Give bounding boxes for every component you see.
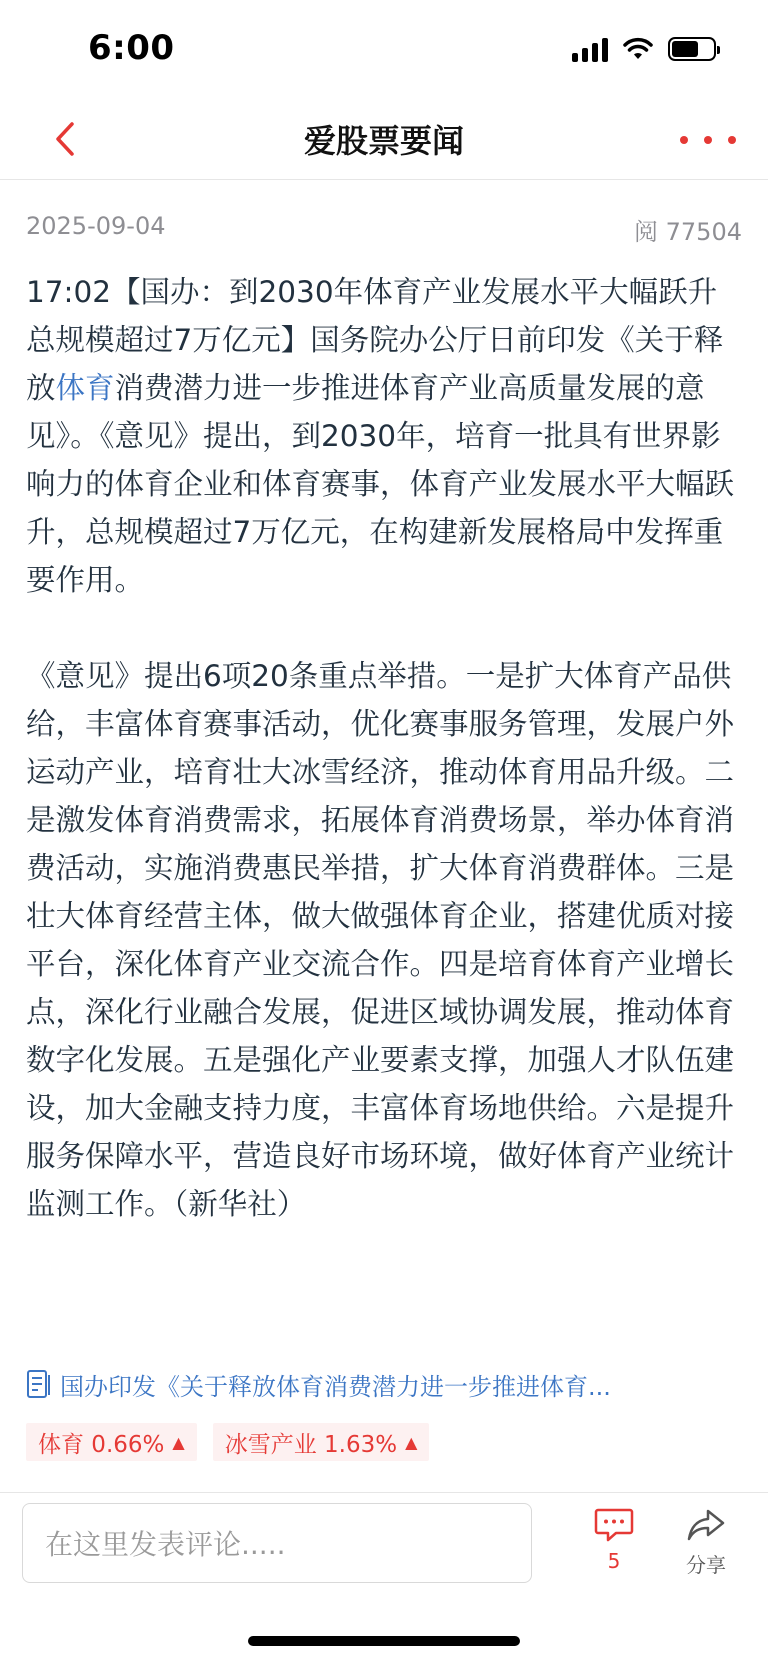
share-button[interactable] xyxy=(678,1507,734,1587)
up-arrow-icon: ▲ xyxy=(172,1432,185,1452)
more-button[interactable] xyxy=(680,120,736,160)
comment-bubble-icon xyxy=(594,1507,634,1543)
battery-icon xyxy=(668,37,716,61)
nav-bar xyxy=(0,100,768,180)
article-paragraph-1: 17:02【国办：到2030年体育产业发展水平大幅跃升 总规模超过7万亿元】国务院办公厅日前印发《关于释放体育消费潜力进一步推进体育产业高质量发展的意见》。《意见》提出，到2030年，培育一批具有世界影响力的体育企业和体育赛事，体育产业发展水平大幅跃升，总规模超过7万亿元，在构建新发展格局中发挥重要作用。 xyxy=(26,275,747,597)
status-icons xyxy=(572,36,716,62)
more-dots-icon xyxy=(680,136,688,144)
share-label: 分享 xyxy=(686,1553,726,1577)
comment-count: 5 xyxy=(607,1549,621,1573)
up-arrow-icon: ▲ xyxy=(405,1432,418,1452)
page-title: 爱股票要闻 xyxy=(303,122,464,160)
related-article-title: 国办印发《关于释放体育消费潜力进一步推进体育... xyxy=(60,1372,611,1401)
article-body xyxy=(26,268,747,1228)
read-count: 阅 77504 xyxy=(634,218,742,246)
comments-button[interactable] xyxy=(588,1507,640,1587)
related-article-link[interactable] xyxy=(26,1366,742,1402)
document-icon xyxy=(26,1369,52,1399)
sector-tags xyxy=(26,1423,429,1461)
sector-tag[interactable]: 体育 0.66% ▲ xyxy=(26,1423,197,1461)
comment-placeholder: 在这里发表评论..... xyxy=(45,1528,286,1561)
bottom-bar xyxy=(0,1492,768,1592)
article-date: 2025-09-04 xyxy=(26,212,166,240)
article-paragraph-2: 《意见》提出6项20条重点举措。一是扩大体育产品供给，丰富体育赛事活动，优化赛事服务管理，发展户外运动产业，培育壮大冰雪经济，推动体育用品升级。二是激发体育消费需求，拓展体育消费场景，举办体育消费活动，实施消费惠民举措，扩大体育消费群体。三是壮大体育经营主体，做大做强体育企业，搭建优质对接平台，深化体育产业交流合作。四是培育体育产业增长点，深化行业融合发展，促进区域协调发展，推动体育数字化发展。五是强化产业要素支撑，加强人才队伍建设，加大金融支持力度，丰富体育场地供给。六是提升服务保障水平，营造良好市场环境，做好体育产业统计监测工作。（新华社） xyxy=(26,659,735,1221)
comment-input[interactable] xyxy=(22,1503,532,1583)
article-meta xyxy=(26,212,742,248)
sector-tag[interactable]: 冰雪产业 1.63% ▲ xyxy=(213,1423,430,1461)
home-indicator xyxy=(248,1636,520,1646)
status-time: 6:00 xyxy=(88,28,175,68)
share-icon xyxy=(686,1507,726,1543)
wifi-icon xyxy=(622,37,654,61)
status-bar xyxy=(0,0,768,100)
signal-icon xyxy=(572,36,608,62)
keyword-link[interactable]: 体育 xyxy=(55,371,115,405)
